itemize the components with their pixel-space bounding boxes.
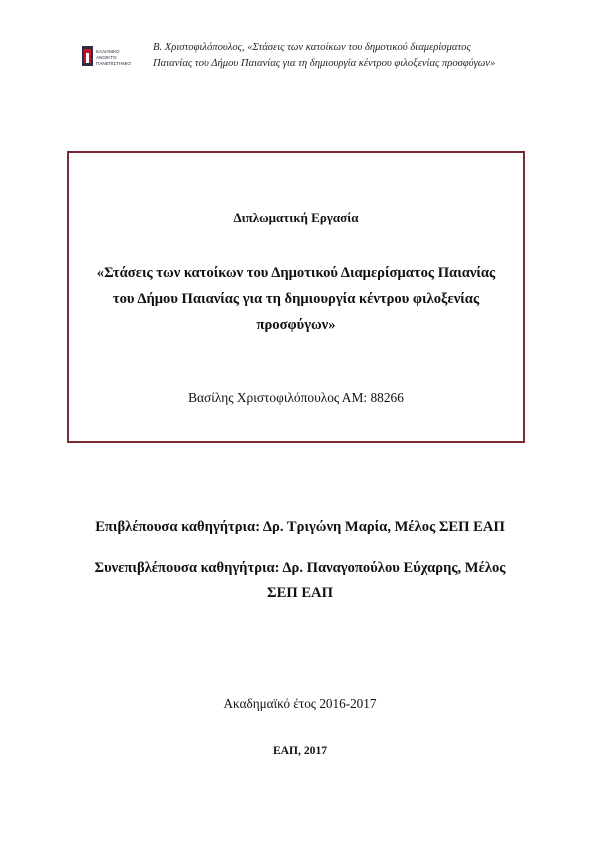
author-name: Βασίλης Χριστοφιλόπουλος ΑΜ: 88266 [188, 390, 404, 405]
academic-year: Ακαδημαϊκό έτος 2016-2017 [223, 696, 377, 711]
thesis-title-line2: του Δήμου Παιανίας για τη δημιουργία κέντρου φιλοξενίας [112, 291, 480, 307]
thesis-title-line3: προσφύγων» [256, 317, 336, 333]
institution-year: ΕΑΠ, 2017 [272, 744, 328, 757]
running-header-line1: Β. Χριστοφιλόπουλος, «Στάσεις των κατοίκων του δημοτικού διαμερίσματος [153, 42, 471, 53]
title-frame [67, 151, 525, 443]
supervisor: Επιβλέπουσα καθηγήτρια: Δρ. Τριγώνη Μαρία, Μέλος ΣΕΠ ΕΑΠ [95, 519, 505, 535]
university-logo [81, 44, 137, 68]
co-supervisor-line2: ΣΕΠ ΕΑΠ [267, 585, 333, 601]
running-header-line2: Παιανίας του Δήμου Παιανίας για τη δημιουργία κέντρου φιλοξενίας προσφύγων» [153, 58, 496, 69]
logo-text-line3: ΠΑΝΕΠΙΣΤΗΜΙΟ [96, 61, 131, 66]
co-supervisor-line1: Συνεπιβλέπουσα καθηγήτρια: Δρ. Παναγοπούλου Εύχαρης, Μέλος [94, 560, 506, 576]
logo-text-line2: ΑΝΟΙΚΤΟ [96, 55, 117, 60]
co-supervisor [0, 556, 600, 606]
running-header [153, 40, 583, 72]
thesis-title [79, 260, 513, 338]
logo-text-line1: ΕΛΛΗΝΙΚΟ [96, 49, 120, 54]
document-type: Διπλωματική Εργασία [233, 210, 359, 225]
thesis-title-line1: «Στάσεις των κατοίκων του Δημοτικού Διαμερίσματος Παιανίας [96, 265, 496, 281]
